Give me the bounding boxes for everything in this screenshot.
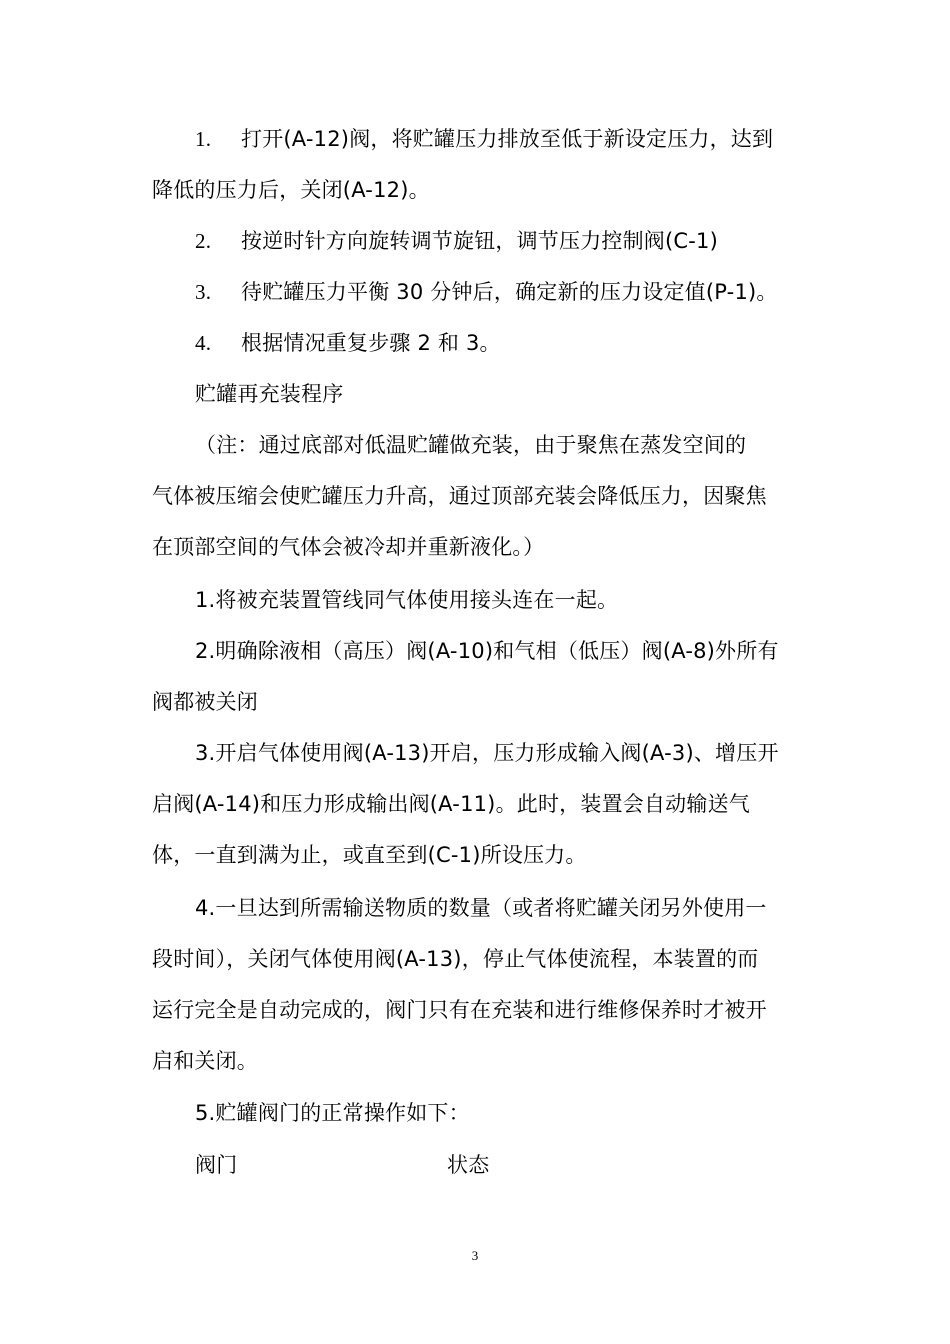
procedure-3-line-3: 体，一直到满为止，或直至到(C-1)所设压力。 [152, 843, 587, 867]
section-title: 贮罐再充装程序 [195, 382, 344, 406]
step-2-text: 按逆时针方向旋转调节旋钮，调节压力控制阀(C-1) [241, 229, 718, 253]
procedure-3-line-2: 启阀(A-14)和压力形成输出阀(A-11)。此时，装置会自动输送气 [152, 792, 750, 816]
procedure-4-line-4: 启和关闭。 [152, 1049, 258, 1073]
step-4-number: 4. [195, 331, 212, 355]
table-header-valve: 阀门 [195, 1153, 238, 1177]
step-1-number: 1. [195, 127, 212, 151]
step-1-line-1 [195, 127, 773, 151]
table-header-status: 状态 [447, 1153, 490, 1177]
procedure-4-line-3: 运行完全是自动完成的，阀门只有在充装和进行维修保养时才被开 [152, 998, 767, 1022]
step-1-text: 打开(A-12)阀，将贮罐压力排放至低于新设定压力，达到 [241, 127, 774, 151]
step-2-number: 2. [195, 229, 212, 253]
note-line-2: 气体被压缩会使贮罐压力升高，通过顶部充装会降低压力，因聚焦 [152, 484, 767, 508]
step-4-line [195, 331, 501, 355]
step-3-text: 待贮罐压力平衡 30 分钟后，确定新的压力设定值(P-1)。 [241, 280, 778, 304]
step-3-number: 3. [195, 280, 212, 304]
note-line-1: （注：通过底部对低温贮罐做充装，由于聚焦在蒸发空间的 [195, 433, 747, 457]
page-number: 3 [471, 1248, 479, 1263]
procedure-1-line-1: 1.将被充装置管线同气体使用接头连在一起。 [195, 588, 619, 612]
procedure-4-line-2: 段时间），关闭气体使用阀(A-13)，停止气体使流程，本装置的而 [152, 947, 759, 971]
procedure-4-line-1: 4.一旦达到所需输送物质的数量（或者将贮罐关闭另外使用一 [195, 896, 767, 920]
procedure-5-line-1: 5.贮罐阀门的正常操作如下： [195, 1101, 470, 1125]
procedure-2-line-1: 2.明确除液相（高压）阀(A-10)和气相（低压）阀(A-8)外所有 [195, 639, 779, 663]
table-header [195, 1153, 595, 1177]
procedure-3-line-1: 3.开启气体使用阀(A-13)开启，压力形成输入阀(A-3)、增压开 [195, 741, 779, 765]
procedure-2-line-2: 阀都被关闭 [152, 690, 258, 714]
step-3-line [195, 280, 778, 304]
step-4-text: 根据情况重复步骤 2 和 3。 [241, 331, 501, 355]
step-2-line [195, 229, 718, 253]
note-line-3: 在顶部空间的气体会被冷却并重新液化。） [152, 535, 545, 559]
step-1-line-2: 降低的压力后，关闭(A-12)。 [152, 178, 430, 202]
